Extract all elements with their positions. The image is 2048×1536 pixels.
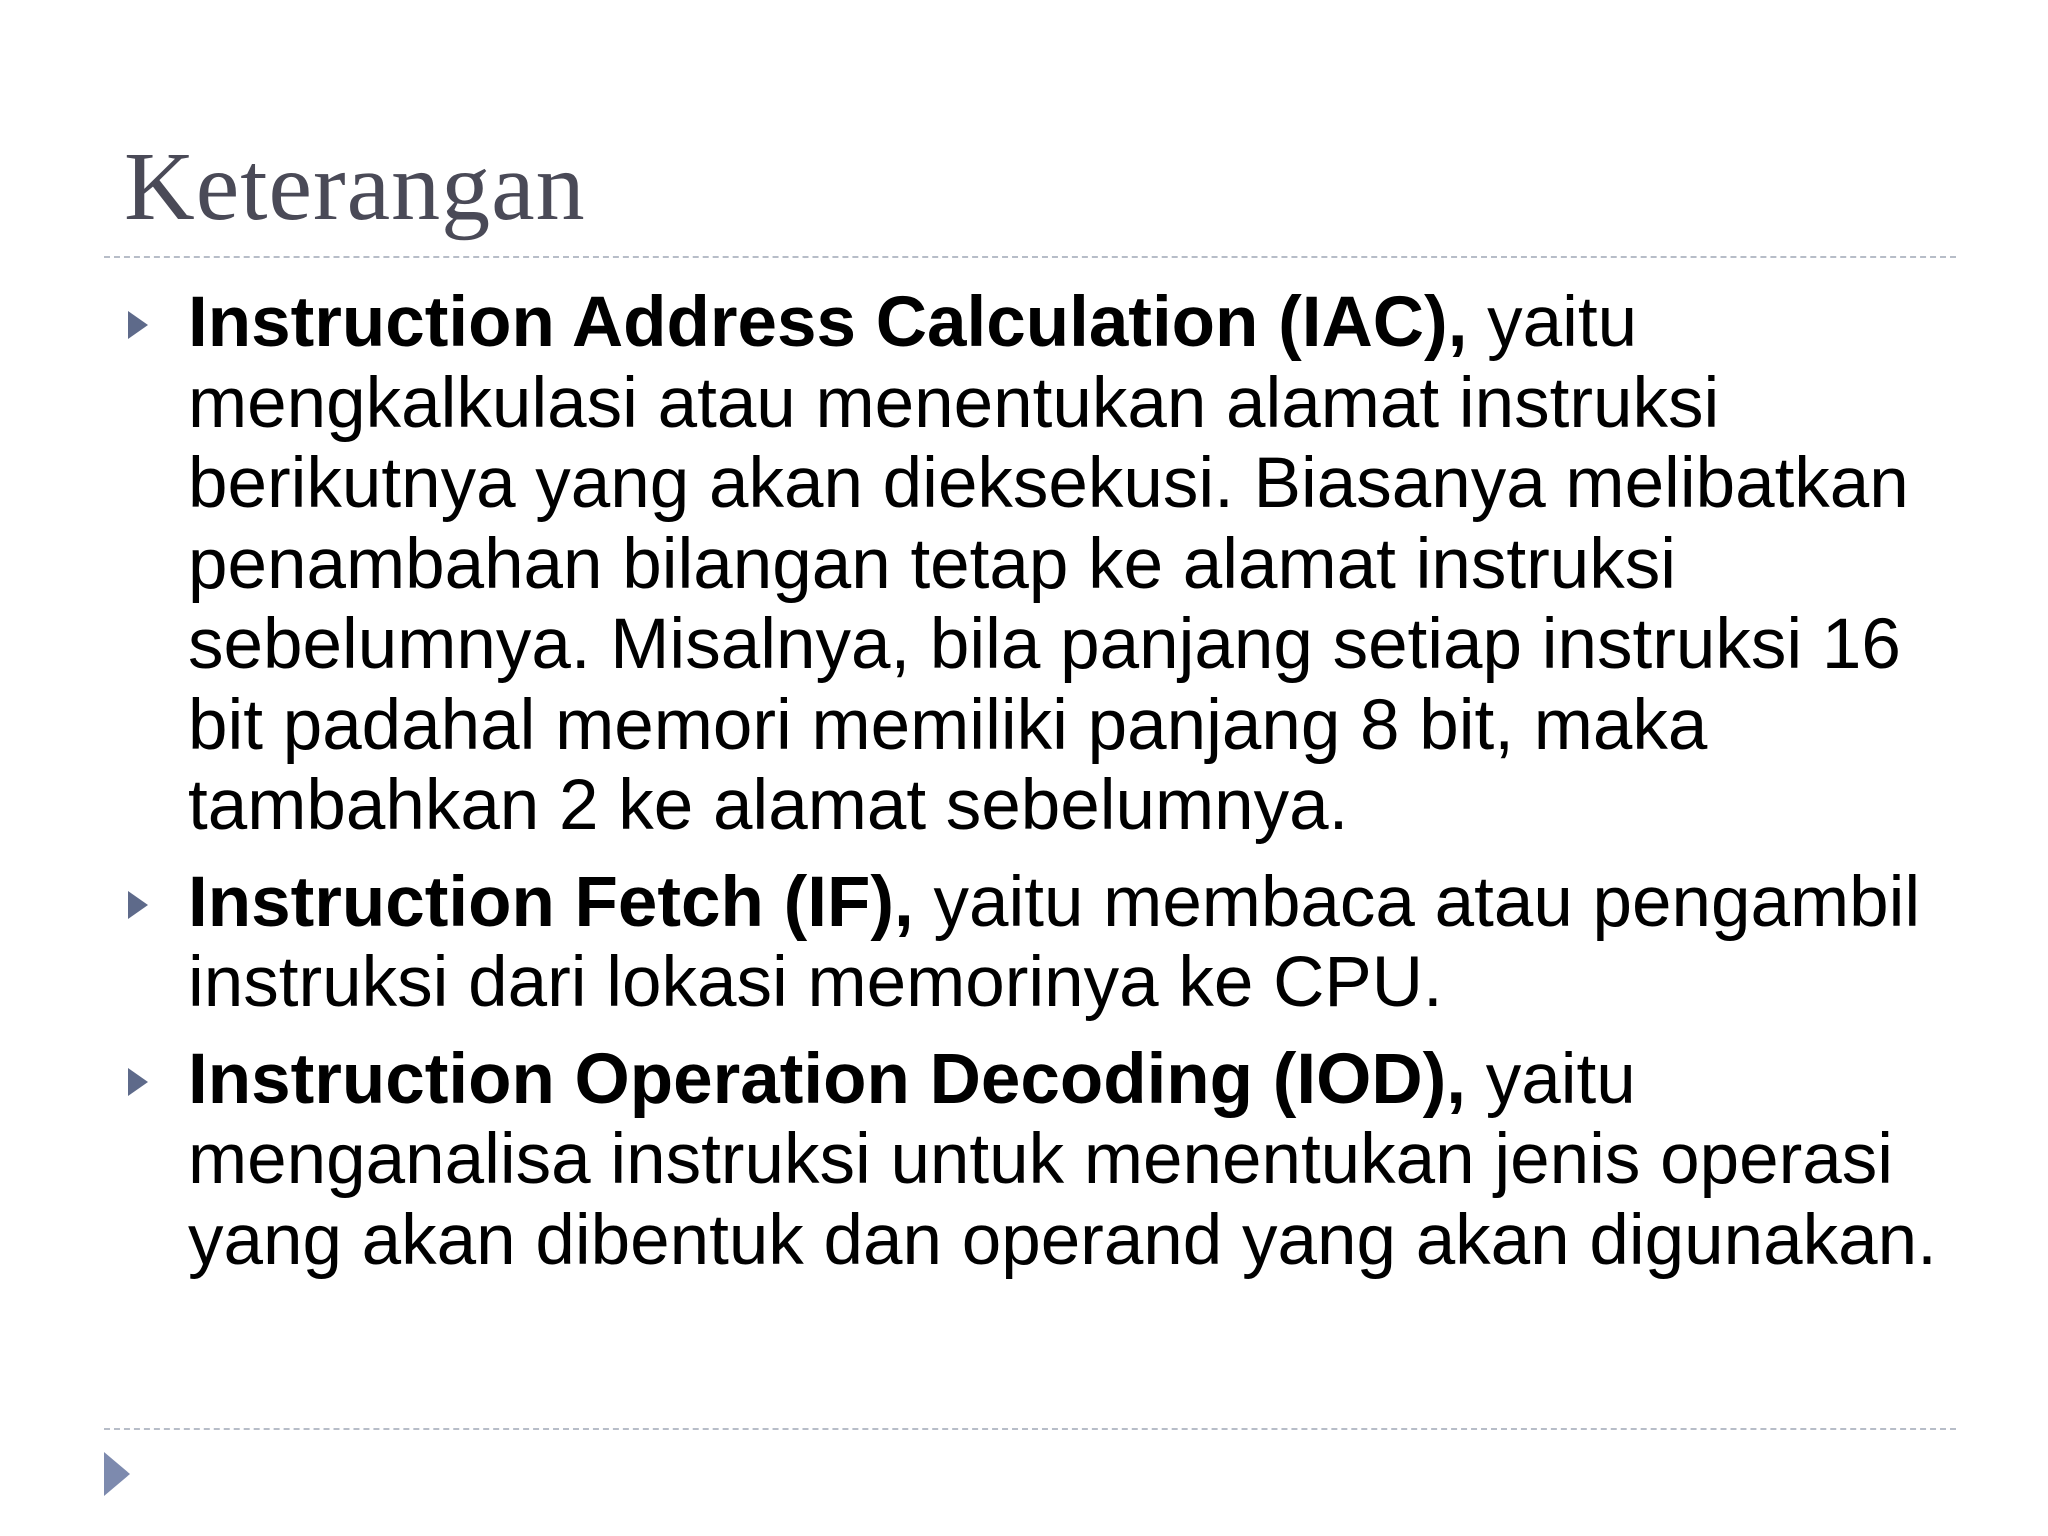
title-divider bbox=[104, 256, 1956, 258]
footer-divider bbox=[104, 1428, 1956, 1430]
bullet-term: Instruction Address Calculation (IAC), bbox=[188, 283, 1468, 362]
bullet-term: Instruction Fetch (IF), bbox=[188, 862, 914, 942]
bullet-arrow-icon bbox=[128, 311, 148, 339]
bullet-arrow-icon bbox=[128, 1068, 148, 1096]
bullet-arrow-icon bbox=[128, 891, 148, 919]
bullet-description: yaitu mengkalkulasi atau menentukan alamat instruksi berikutnya yang akan dieksekusi. Biasanya melibatkan penambahan bilangan tetap ke alamat instruksi sebelumnya. Misalnya, bila panjang setiap instruksi 16 bit padahal memori memiliki panjang 8 bit, maka tambahkan 2 ke alamat sebelumnya. bbox=[188, 283, 1909, 845]
bullet-item-iac bbox=[124, 283, 1944, 847]
slide-title: Keterangan bbox=[124, 133, 586, 241]
bullet-item-iod bbox=[124, 1040, 1944, 1282]
bullet-item-if bbox=[124, 863, 1944, 1024]
bullet-list bbox=[124, 283, 1944, 1297]
bullet-term: Instruction Operation Decoding (IOD), bbox=[188, 1039, 1466, 1119]
next-slide-icon[interactable] bbox=[104, 1452, 130, 1496]
bullet-description: yaitu menganalisa instruksi untuk menentukan jenis operasi yang akan dibentuk dan operand yang akan digunakan. bbox=[188, 1039, 1937, 1280]
bullet-description: yaitu membaca atau pengambil instruksi dari lokasi memorinya ke CPU. bbox=[188, 862, 1921, 1022]
